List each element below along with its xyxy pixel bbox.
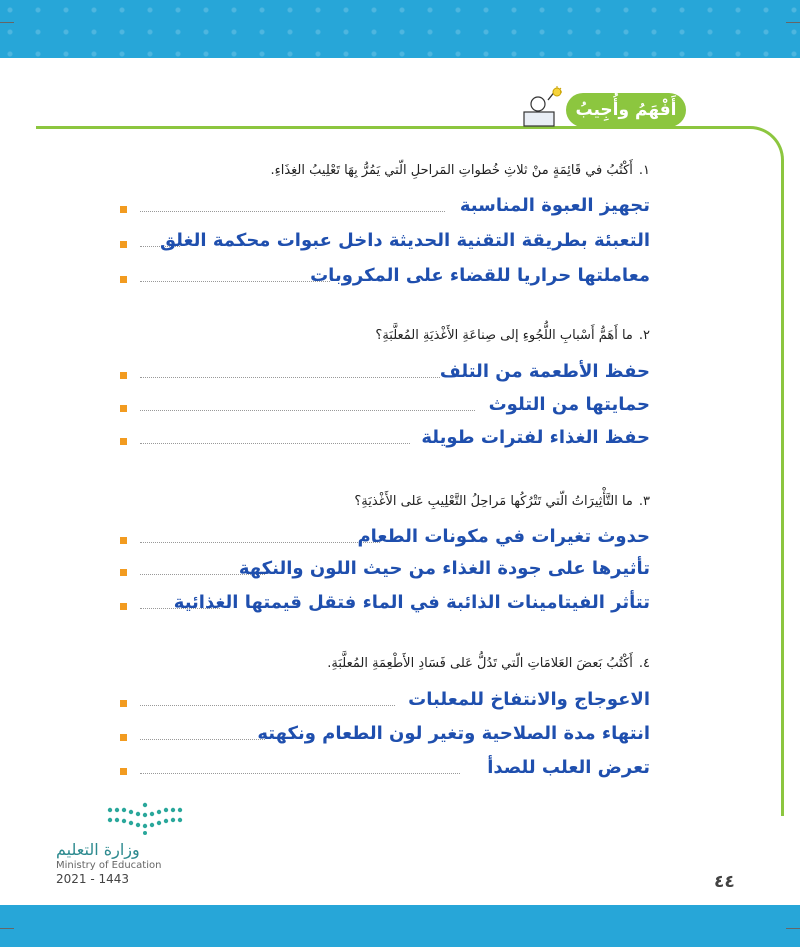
ministry-logo-icon xyxy=(100,800,190,836)
ministry-name-en: Ministry of Education xyxy=(56,860,162,871)
bullet-icon xyxy=(120,734,127,741)
answer-line xyxy=(140,705,395,706)
bullet-icon xyxy=(120,438,127,445)
trim-mark xyxy=(0,928,14,929)
bullet-icon xyxy=(120,569,127,576)
top-banner xyxy=(0,0,800,58)
trim-mark xyxy=(786,22,800,23)
question-text: ما التَّأْثِيرَاتُ الّتي تَتْرُكُها مَراحِلُ التَّعْلِيبِ عَلى الأَغْذيَةِ؟ xyxy=(354,494,633,509)
banner-pattern xyxy=(0,0,800,58)
question-4 xyxy=(40,656,650,671)
bullet-icon xyxy=(120,206,127,213)
answer-line xyxy=(140,773,460,774)
question-text: أَكْتُبُ في قَائِمَةٍ منْ ثلاثِ خُطواتِ المَراحلِ الّتي يَمُرُّ بِهَا تَعْلِيبُ الغِذَاءِ. xyxy=(270,163,633,178)
bullet-icon xyxy=(120,372,127,379)
bullet-icon xyxy=(120,537,127,544)
answer-4-2: انتهاء مدة الصلاحية وتغير لون الطعام ونكهته xyxy=(257,723,650,744)
bullet-icon xyxy=(120,241,127,248)
answer-line xyxy=(140,281,330,282)
question-1 xyxy=(40,163,650,178)
section-title: أَفْهَمُ وأُجِيبُ xyxy=(566,93,686,127)
answer-line xyxy=(140,211,445,212)
bullet-icon xyxy=(120,603,127,610)
answer-2-1: حفظ الأطعمة من التلف xyxy=(439,361,650,382)
answer-4-3: تعرض العلب للصدأ xyxy=(487,757,650,778)
answer-3-1: حدوث تغيرات في مكونات الطعام xyxy=(357,526,650,547)
question-number: ١. xyxy=(638,163,650,178)
page-number: ٤٤ xyxy=(714,872,735,892)
bullet-icon xyxy=(120,405,127,412)
edition-year: 2021 - 1443 xyxy=(56,872,130,886)
question-text: ما أَهَمُّ أَسْبابِ اللُّجُوءِ إلى صِناعَةِ الأَغْذيَةِ المُعلَّبَةِ؟ xyxy=(375,328,633,343)
answer-3-3: تتأثر الفيتامينات الذائبة في الماء فتقل قيمتها الغذائية xyxy=(173,592,650,613)
question-3 xyxy=(40,494,650,509)
answer-2-3: حفظ الغذاء لفترات طويلة xyxy=(421,427,650,448)
bullet-icon xyxy=(120,276,127,283)
answer-2-2: حمايتها من التلوث xyxy=(488,394,650,415)
question-text: أَكْتُبُ بَعضَ العَلامَاتِ الّتي تَدُلُّ عَلى فَسَادِ الأَطْعِمَةِ المُعلَّبَةِ. xyxy=(327,656,633,671)
question-2 xyxy=(40,328,650,343)
bullet-icon xyxy=(120,700,127,707)
ministry-name-ar: وزارة التعليم xyxy=(56,840,140,859)
answer-1-2: التعبئة بطريقة التقنية الحديثة داخل عبوات محكمة الغلق xyxy=(159,230,650,251)
trim-mark xyxy=(786,928,800,929)
answer-line xyxy=(140,377,440,378)
answer-4-1: الاعوجاج والانتفاخ للمعلبات xyxy=(408,689,650,710)
student-thinking-icon xyxy=(520,86,564,128)
question-number: ٢. xyxy=(638,328,650,343)
question-number: ٤. xyxy=(638,656,650,671)
answer-1-1: تجهيز العبوة المناسبة xyxy=(459,195,650,216)
answer-line xyxy=(140,410,475,411)
answer-line xyxy=(140,739,265,740)
answer-3-2: تأثيرها على جودة الغذاء من حيث اللون والنكهة xyxy=(238,558,650,579)
trim-mark xyxy=(0,22,14,23)
bottom-banner xyxy=(0,905,800,947)
answer-1-3: معاملتها حراريا للقضاء على المكروبات xyxy=(310,265,650,286)
answer-line xyxy=(140,542,380,543)
question-number: ٣. xyxy=(638,494,650,509)
answer-line xyxy=(140,443,410,444)
bullet-icon xyxy=(120,768,127,775)
